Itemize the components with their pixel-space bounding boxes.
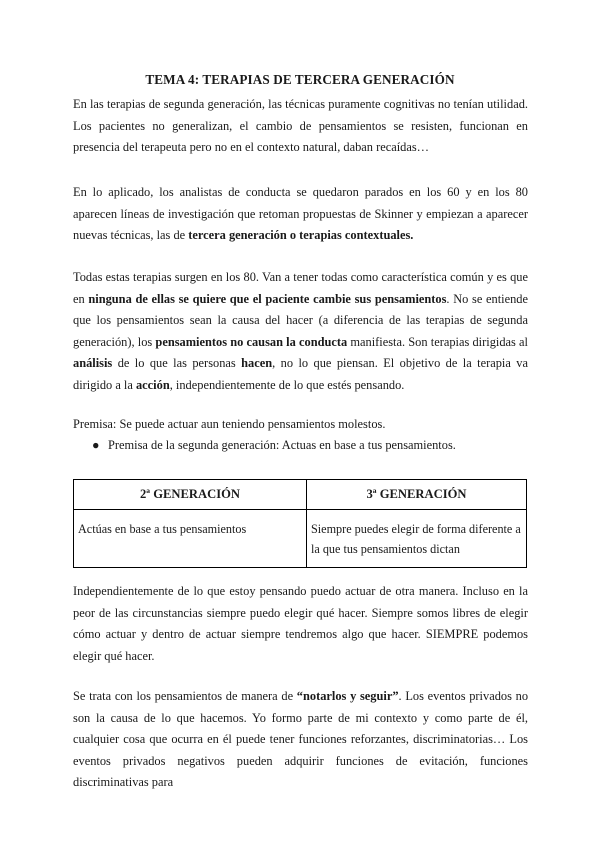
- bold-span: análisis: [73, 356, 113, 371]
- paragraph-private-events: [73, 686, 528, 794]
- generations-table: [73, 479, 527, 568]
- paragraph-applied: [73, 182, 528, 247]
- table-header-2nd: 2ª GENERACIÓN: [74, 480, 307, 510]
- text-span: , no lo que piensan. El objetivo de la terapia va dirigido a la: [73, 356, 528, 392]
- bold-span: ninguna de ellas se quiere que el paciente cambie sus pensamientos: [88, 291, 447, 306]
- list-item: [92, 435, 532, 456]
- text-span: manifiesta. Son terapias dirigidas al: [347, 334, 528, 349]
- table-header-3rd: 3ª GENERACIÓN: [307, 480, 527, 510]
- paragraph-freedom: Independientemente de lo que estoy pensando puedo actuar de otra manera. Incluso en la peor de las circunstancias siempre puedo elegir qué hacer. Siempre somos libres de elegir cómo actuar y dentro de actuar siempre tendremos algo que hacer. SIEMPRE podemos elegir qué hacer.: [73, 584, 528, 663]
- text-span: de lo que las personas: [112, 356, 242, 371]
- table-row: [74, 510, 527, 568]
- list-item-text: Premisa de la segunda generación: Actuas en base a tus pensamientos.: [108, 438, 456, 452]
- text-span: Se trata con los pensamientos de manera de: [73, 689, 297, 703]
- bold-span: acción: [135, 377, 170, 392]
- paragraph-applied-bold: tercera generación o terapias contextuales.: [188, 228, 414, 243]
- paragraph-intro: En las terapias de segunda generación, las técnicas puramente cognitivas no tenían utilidad. Los pacientes no generalizan, el cambio de pensamientos se resisten, funcionan en presencia del terapeuta pero no en el contexto natural, daban recaídas…: [73, 97, 528, 155]
- bold-span: pensamientos no causan la conducta: [155, 334, 348, 349]
- table-cell: Actúas en base a tus pensamientos: [74, 510, 307, 568]
- paragraph-applied-text: En lo aplicado, los analistas de conducta se quedaron parados en los 60 y en los 80 aparecen líneas de investigación que retoman propuestas de Skinner y empiezan a aparecer nuevas técnicas, las de: [73, 185, 528, 243]
- text-span: , independientemente de lo que estés pensando.: [169, 377, 405, 392]
- bold-span: hacen: [241, 356, 273, 371]
- bullet-icon: ●: [92, 438, 100, 452]
- paragraph-characteristics: [73, 267, 528, 397]
- page-title: TEMA 4: TERAPIAS DE TERCERA GENERACIÓN: [145, 72, 455, 87]
- table-cell: Siempre puedes elegir de forma diferente a la que tus pensamientos dictan: [307, 510, 527, 568]
- table-header-row: [74, 480, 527, 510]
- text-span: . Los eventos privados no son la causa de lo que hacemos. Yo formo parte de mi contexto y como parte de él, cualquier cosa que ocurra en él puede tener funciones reforzantes, discriminatorias… Los eventos privados negativos pueden adquirir funciones de evitación, funciones discriminativas para: [73, 689, 529, 790]
- text-span: Todas estas terapias surgen en los 80. Van a tener todas como característica común y es que en: [73, 270, 528, 306]
- bold-span: “notarlos y seguir”: [296, 689, 399, 703]
- premisa-line: Premisa: Se puede actuar aun teniendo pensamientos molestos.: [73, 417, 386, 431]
- text-span: . No se entiende que los pensamientos sean la causa del hacer (a diferencia de las terapias de segunda generación), los: [73, 291, 528, 349]
